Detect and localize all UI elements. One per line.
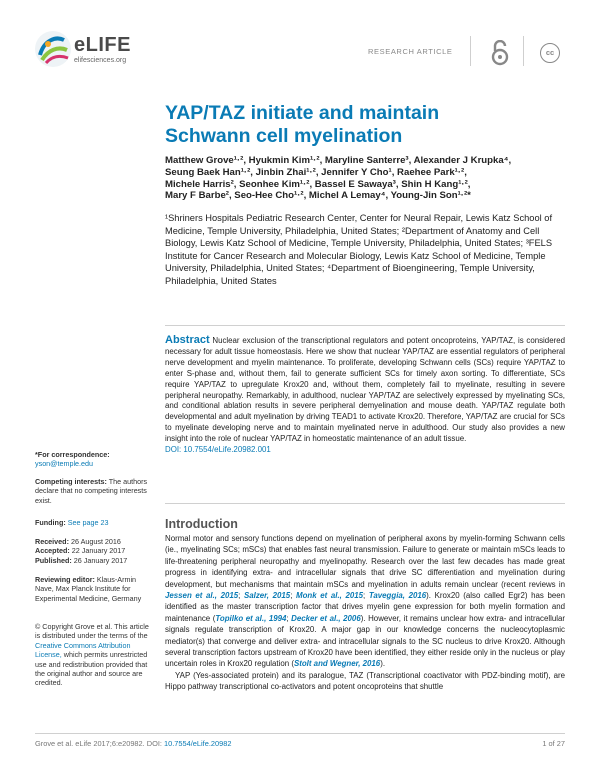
reviewing-editor (35, 575, 150, 603)
received-value: 26 August 2016 (70, 537, 121, 546)
page-number: 1 of 27 (542, 739, 565, 748)
header-divider (470, 36, 471, 66)
copyright-text-2: which permits unrestricted use and redistribution provided that the original author and source are credited. (35, 650, 148, 688)
citation-link[interactable]: Monk et al., 2015 (296, 591, 364, 601)
creative-commons-link[interactable]: Creative Commons Attribution License, (35, 640, 131, 660)
footer-rule (35, 733, 565, 734)
dates (35, 537, 150, 565)
published-label: Published: (35, 555, 72, 565)
citation-link[interactable]: Stolt and Wegner, 2016 (293, 659, 381, 669)
correspondence-label: *For correspondence: (35, 450, 110, 459)
intro-text: ; (238, 591, 244, 601)
article-title: YAP/TAZ initiate and maintain Schwann cell myelination (165, 102, 440, 147)
funding-label: Funding: (35, 518, 66, 527)
article-type: RESEARCH ARTICLE (368, 47, 453, 56)
abstract-heading: Abstract (165, 334, 210, 346)
correspondence (35, 450, 150, 469)
abstract-text: Nuclear exclusion of the transcriptional regulators and potent oncoproteins, YAP/TAZ, is considered necessary for adult tissue homeostasis. Here we show that nuclear YAP/TAZ are essential regulators of peripheral nerve development and myelin maintenance. To proliferate, developing Schwann cells (SCs) require YAP/TAZ to enter S-phase and, without them, fail to generate sufficient SCs for timely axon sorting. To differentiate, SCs require YAP/TAZ to upregulate Krox20 and, without them, completely fail to myelinate, resulting in severe peripheral neuropathy. Remarkably, in adulthood, nuclear YAP/TAZ are selectively expressed by myelinating SCs, and conditional ablation results in severe peripheral demyelination and mouse death. YAP/TAZ regulate both developmental and adult myelination by driving TEAD1 to activate Krox20. Therefore, YAP/TAZ are crucial for SCs to myelinate developing nerve and to maintain myelinated nerve in adulthood. Our study also provides a new insight into the role of nuclear YAP/TAZ in homeostatic maintenance of an adult tissue. (165, 336, 565, 444)
footer-doi-link[interactable]: 10.7554/eLife.20982 (164, 739, 232, 748)
intro-text: ; (363, 591, 369, 601)
received-label: Received: (35, 537, 69, 546)
author-list (165, 155, 565, 202)
abstract-bottom-rule (165, 503, 565, 504)
logo-text: eLIFE (74, 34, 131, 56)
intro-text: ; (286, 613, 292, 623)
author-line: Mary F Barbe², Seo-Hee Cho¹·², Michel A Lemay⁴, Young-Jin Son¹·²* (165, 190, 471, 202)
elife-logo-icon (34, 30, 72, 68)
editor-value: Klaus-Armin Nave, Max Planck Institute for Experimental Medicine, Germany (35, 575, 142, 603)
abstract-top-rule (165, 325, 565, 326)
intro-paragraph (165, 533, 565, 670)
header-divider (523, 36, 524, 66)
citation-link[interactable]: Jessen et al., 2015 (165, 591, 239, 601)
logo-url: elifesciences.org (74, 57, 127, 64)
intro-text: Normal motor and sensory functions depend on myelination of peripheral axons by myelin-forming Schwann cells (ie., myelinating SCs; mSCs) that enables fast neural transmission. Failure to generate or maintain mSCs leads to life-threatening peripheral neuropathy and myelinopathy. Research over the last few decades has made great progress in identifying extra- and intracellular signals that drive SC differentiation and myelination during development, but mechanisms that maintain mSCs and myelination in adults remain unclear (recent reviews in (165, 534, 565, 589)
citation-link[interactable]: Taveggia, 2016 (368, 591, 427, 601)
elife-logo[interactable] (34, 30, 154, 76)
intro-text: ). Krox20 (also called Egr2) has been identified as the master transcription factor that drives myelin gene expression for both myelin formation and maintenance ( (165, 591, 566, 623)
copyright (35, 622, 150, 688)
section-heading: Introduction (165, 517, 238, 531)
published-value: 26 January 2017 (73, 555, 128, 565)
intro-text: ; (290, 591, 297, 601)
correspondence-email-link[interactable]: yson@temple.edu (35, 459, 94, 469)
abstract (165, 335, 565, 456)
affiliations: ¹Shriners Hospitals Pediatric Research Center, Center for Neural Repair, Lewis Katz School of Medicine, Temple University, Philadelphia, United States; ²Department of Anatomy and Cell Biology, Lewis Katz School of Medicine, Temple University, Philadelphia, United States; ³FELS Institute for Cancer Research and Molecular Biology, Lewis Katz School of Medicine, Temple University, Philadelphia, United States; ⁴Department of Bioengineering, Temple University, Philadelphia, United States (165, 213, 553, 286)
open-access-icon[interactable] (489, 40, 511, 66)
intro-paragraph: YAP (Yes-associated protein) and its paralogue, TAZ (Transcriptional coactivator with PDZ-binding motif), are Hippo pathway transcriptional co-activators and potent oncoproteins that shuttle (165, 670, 565, 692)
intro-body (165, 533, 565, 693)
competing-interests (35, 477, 150, 505)
funding-link[interactable]: See page 23 (67, 518, 109, 527)
author-line: Seung Baek Han¹·², Jinbin Zhai¹·², Jennifer Y Cho¹, Raehee Park¹·², (165, 166, 467, 178)
competing-label: Competing interests: (35, 477, 107, 486)
author-line: Matthew Grove¹·², Hyukmin Kim¹·², Maryline Santerre³, Alexander J Krupka⁴, (165, 155, 512, 166)
accepted-value: 22 January 2017 (71, 546, 126, 556)
citation-link[interactable]: Topilko et al., 1994 (215, 613, 287, 623)
copyright-text: © Copyright Grove et al. This article is distributed under the terms of the (35, 622, 149, 641)
accepted-label: Accepted: (35, 546, 70, 556)
author-line: Michele Harris², Seonhee Kim¹·², Bassel E Sawaya³, Shin H Kang¹·², (165, 178, 471, 190)
intro-text: ). However, it remains unclear how extra- and intracellular signals regulate transcription of Krox20. A major gap in our knowledge concerns the nucleocytoplasmic mediator(s) that converge and deliver extra- and intracellular signals to the SC nucleus to drive Krox20. Although several transcription factors upstream of Krox20 have been identified, they either reside only in the nucleus or play uncertain roles in Krox20 regulation ( (165, 613, 566, 669)
intro-text: ). (380, 659, 386, 669)
editor-label: Reviewing editor: (35, 575, 95, 584)
creative-commons-icon[interactable]: cc (540, 43, 560, 63)
citation-link[interactable]: Decker et al., 2006 (291, 613, 361, 623)
abstract-doi-link[interactable]: DOI: 10.7554/eLife.20982.001 (165, 445, 271, 455)
citation-link[interactable]: Salzer, 2015 (244, 591, 291, 601)
funding (35, 518, 150, 527)
footer-citation (35, 739, 231, 748)
footer-citation-text: Grove et al. eLife 2017;6:e20982. DOI: (35, 739, 162, 748)
competing-value: The authors declare that no competing interests exist. (35, 477, 148, 505)
